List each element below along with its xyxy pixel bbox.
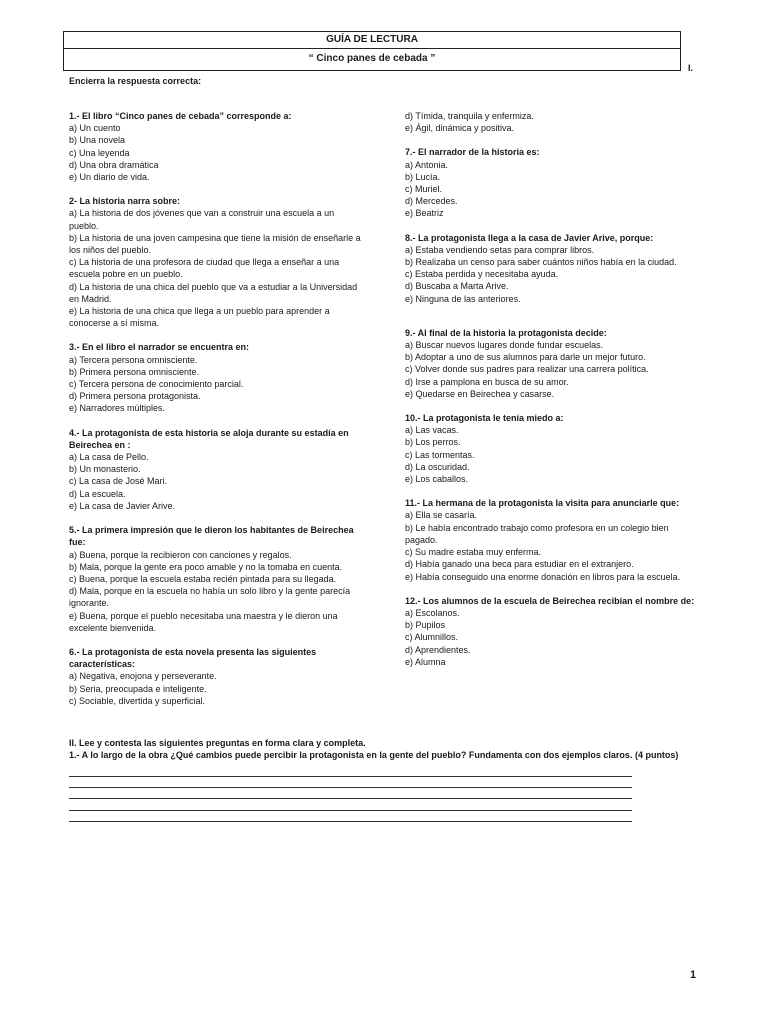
- option: c) Buena, porque la escuela estaba recién pintada para su llegada.: [69, 573, 337, 584]
- question-title: 3.- En el libro el narrador se encuentra en:: [69, 342, 250, 353]
- question-11: [405, 497, 697, 582]
- option: e) Los caballos.: [405, 474, 469, 485]
- option: c) Las tormentas.: [405, 449, 475, 460]
- question-title: 6.- La protagonista de esta novela presenta las siguientes características:: [69, 646, 317, 670]
- option: d) Buscaba a Marta Arive.: [405, 281, 509, 292]
- option: d) Primera persona protagonista.: [69, 391, 201, 402]
- part-two-question: 1.- A lo largo de la obra ¿Qué cambios puede percibir la protagonista en la gente del pueblo? Fundamenta con dos ejemplos claros. (4 puntos): [69, 750, 679, 760]
- option: a) Estaba vendiendo setas para comprar libros.: [405, 244, 595, 255]
- option: d) La oscuridad.: [405, 461, 470, 472]
- option: a) Un cuento: [69, 123, 121, 134]
- option: e) Narradores múltiples.: [69, 403, 166, 414]
- option: e) La casa de Javier Arive.: [69, 500, 176, 511]
- answer-line: [69, 821, 632, 822]
- option: d) Había ganado una beca para estudiar en el extranjero.: [405, 559, 634, 570]
- question-2: [69, 195, 365, 329]
- question-6-continued: [405, 110, 697, 134]
- question-4: [69, 427, 365, 512]
- option: a) Buena, porque la recibieron con canciones y regalos.: [69, 549, 292, 560]
- option: b) Los perros.: [405, 437, 461, 448]
- option: c) Muriel.: [405, 184, 443, 195]
- answer-line: [69, 776, 632, 777]
- option: c) Estaba perdida y necesitaba ayuda.: [405, 269, 559, 280]
- question-title: 8.- La protagonista llega a la casa de Javier Arive, porque:: [405, 232, 654, 243]
- question-1: [69, 110, 365, 183]
- option: e) La historia de una chica que llega a un pueblo para aprender a conocerse a sí misma.: [69, 306, 330, 329]
- answer-line: [69, 798, 632, 799]
- part-two: [69, 737, 709, 761]
- option: a) Buscar nuevos lugares donde fundar escuelas.: [405, 340, 604, 351]
- answer-line: [69, 810, 632, 811]
- option: d) La historia de una chica del pueblo que va a estudiar a la Universidad en Madrid.: [69, 281, 358, 304]
- option: d) Irse a pamplona en busca de su amor.: [405, 376, 569, 387]
- section-numeral: I.: [688, 63, 694, 73]
- header-table: [63, 31, 681, 71]
- page-number: 1: [690, 969, 697, 981]
- option: a) La historia de dos jóvenes que van a construir una escuela a un pueblo.: [69, 208, 335, 231]
- option: c) Su madre estaba muy enferma.: [405, 547, 542, 558]
- option: b) Un monasterio.: [69, 464, 141, 475]
- option: e) Beatriz: [405, 208, 444, 219]
- left-column: [69, 110, 365, 719]
- book-title: “ Cinco panes de cebada ”: [308, 53, 436, 64]
- option: b) Mala, porque la gente era poco amable y no la tomaba en cuenta.: [69, 561, 343, 572]
- option: c) Volver donde sus padres para realizar una carrera política.: [405, 364, 649, 375]
- option: b) Realizaba un censo para saber cuántos niños había en la ciudad.: [405, 257, 677, 268]
- option: d) Mala, porque en la escuela no había un solo libro y la gente parecía ignorante.: [69, 586, 351, 609]
- question-9: [405, 327, 697, 400]
- answer-line: [69, 787, 632, 788]
- option: d) Aprendientes.: [405, 644, 471, 655]
- right-column: [405, 110, 697, 680]
- instruction-text: Encierra la respuesta correcta:: [69, 76, 202, 86]
- option: a) Ella se casaría.: [405, 510, 478, 521]
- option: e) Había conseguido una enorme donación en libros para la escuela.: [405, 571, 681, 582]
- question-title: 2- La historia narra sobre:: [69, 196, 181, 207]
- option: a) Antonia.: [405, 159, 449, 170]
- option: b) La historia de una joven campesina que tiene la misión de enseñarle a los niños del pueblo.: [69, 232, 361, 256]
- question-title: 1.- El libro “Cinco panes de cebada” corresponde a:: [69, 111, 292, 121]
- option: d) Mercedes.: [405, 196, 458, 207]
- option: a) Escolanos.: [405, 607, 460, 618]
- option: b) Una novela: [69, 135, 126, 146]
- option: b) Primera persona omnisciente.: [69, 366, 200, 377]
- part-two-heading: II. Lee y contesta las siguientes preguntas en forma clara y completa.: [69, 738, 366, 748]
- question-3: [69, 341, 365, 414]
- option: d) Una obra dramática: [69, 159, 159, 170]
- option: a) Negativa, enojona y perseverante.: [69, 671, 217, 682]
- question-8: [405, 232, 697, 305]
- question-title: 4.- La protagonista de esta historia se aloja durante su estadía en Beirechea en :: [69, 427, 349, 450]
- option: e) Alumna: [405, 656, 446, 667]
- option: d) La escuela.: [69, 488, 126, 499]
- option: e) Ágil, dinámica y positiva.: [405, 123, 515, 134]
- option: e) Ninguna de las anteriores.: [405, 293, 521, 304]
- option: c) La casa de José Mari.: [69, 476, 168, 487]
- option: b) Le había encontrado trabajo como profesora en un colegio bien pagado.: [405, 522, 669, 545]
- option: b) Adoptar a uno de sus alumnos para darle un mejor futuro.: [405, 352, 646, 363]
- option: c) Una leyenda: [69, 147, 130, 158]
- option: c) Tercera persona de conocimiento parcial.: [69, 379, 244, 390]
- option: a) La casa de Pello.: [69, 452, 149, 463]
- option: a) Tercera persona omnisciente.: [69, 354, 198, 365]
- question-title: 10.- La protagonista le tenía miedo a:: [405, 413, 564, 424]
- question-5: [69, 524, 365, 634]
- option: c) Sociable, divertida y superficial.: [69, 695, 206, 706]
- question-7: [405, 146, 697, 219]
- option: a) Las vacas.: [405, 425, 459, 436]
- option: b) Seria, preocupada e inteligente.: [69, 683, 207, 694]
- question-title: 9.- Al final de la historia la protagonista decide:: [405, 327, 607, 338]
- question-6: [69, 646, 365, 707]
- option: e) Quedarse en Beirechea y casarse.: [405, 388, 555, 399]
- question-title: 12.- Los alumnos de la escuela de Beirechea recibían el nombre de:: [405, 595, 695, 606]
- document-title: GUÍA DE LECTURA: [64, 32, 680, 49]
- option: e) Un diario de vida.: [69, 172, 150, 183]
- answer-lines: [69, 776, 632, 832]
- option: c) Alumnillos.: [405, 632, 459, 643]
- option: d) Tímida, tranquila y enfermiza.: [405, 111, 534, 121]
- question-12: [405, 595, 697, 668]
- option: e) Buena, porque el pueblo necesitaba una maestra y le dieron una excelente bienvenida.: [69, 610, 338, 633]
- question-title: 5.- La primera impresión que le dieron los habitantes de Beirechea fue:: [69, 525, 354, 548]
- question-10: [405, 412, 697, 485]
- question-title: 11.- La hermana de la protagonista la visita para anunciarle que:: [405, 498, 680, 509]
- option: b) Pupilos: [405, 620, 446, 631]
- option: b) Lucía.: [405, 171, 441, 182]
- question-title: 7.- El narrador de la historia es:: [405, 147, 540, 158]
- option: c) La historia de una profesora de ciudad que llega a enseñar a una escuela pobre en un pueblo.: [69, 257, 340, 280]
